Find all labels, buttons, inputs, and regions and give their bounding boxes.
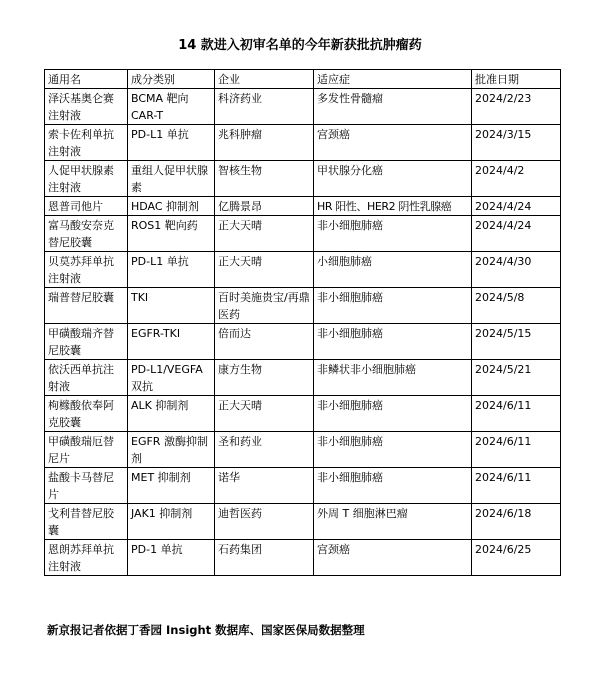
cell-indication: HR 阳性、HER2 阴性乳腺癌 [314,197,472,216]
cell-indication: 非小细胞肺癌 [314,396,472,432]
cell-name: 瑞普替尼胶囊 [45,288,128,324]
table-row [45,540,561,576]
cell-name: 恩普司他片 [45,197,128,216]
cell-category: 重组人促甲状腺素 [128,161,215,197]
cell-indication: 多发性骨髓瘤 [314,89,472,125]
cell-category: PD-1 单抗 [128,540,215,576]
cell-name: 泽沃基奥仑赛注射液 [45,89,128,125]
cell-name: 人促甲状腺素注射液 [45,161,128,197]
cell-company: 科济药业 [215,89,314,125]
cell-indication: 非小细胞肺癌 [314,216,472,252]
cell-name: 索卡佐利单抗注射液 [45,125,128,161]
table-row [45,89,561,125]
table-row [45,197,561,216]
cell-date: 2024/4/24 [472,197,561,216]
cell-category: JAK1 抑制剂 [128,504,215,540]
cell-date: 2024/5/8 [472,288,561,324]
cell-category: ROS1 靶向药 [128,216,215,252]
table-row [45,216,561,252]
cell-date: 2024/5/15 [472,324,561,360]
cell-company: 圣和药业 [215,432,314,468]
header-approval-date: 批准日期 [472,70,561,89]
cell-category: EGFR-TKI [128,324,215,360]
header-indication: 适应症 [314,70,472,89]
header-company: 企业 [215,70,314,89]
table-row [45,504,561,540]
cell-category: MET 抑制剂 [128,468,215,504]
cell-category: EGFR 激酶抑制剂 [128,432,215,468]
cell-indication: 小细胞肺癌 [314,252,472,288]
table-row [45,396,561,432]
cell-name: 盐酸卡马替尼片 [45,468,128,504]
cell-date: 2024/4/24 [472,216,561,252]
table-row [45,468,561,504]
cell-indication: 甲状腺分化癌 [314,161,472,197]
cell-company: 正大天晴 [215,216,314,252]
cell-indication: 非小细胞肺癌 [314,288,472,324]
cell-name: 枸橼酸依奉阿克胶囊 [45,396,128,432]
cell-date: 2024/6/18 [472,504,561,540]
cell-name: 恩朗苏拜单抗注射液 [45,540,128,576]
cell-date: 2024/2/23 [472,89,561,125]
header-category: 成分类别 [128,70,215,89]
cell-date: 2024/6/11 [472,432,561,468]
cell-company: 正大天晴 [215,396,314,432]
cell-date: 2024/4/30 [472,252,561,288]
cell-category: HDAC 抑制剂 [128,197,215,216]
cell-date: 2024/4/2 [472,161,561,197]
cell-company: 百时美施贵宝/再鼎医药 [215,288,314,324]
cell-company: 康方生物 [215,360,314,396]
cell-name: 甲磺酸瑞厄替尼片 [45,432,128,468]
table-row [45,360,561,396]
cell-category: PD-L1 单抗 [128,252,215,288]
table-title: 14 款进入初审名单的今年新获批抗肿瘤药 [178,38,422,53]
cell-company: 倍而达 [215,324,314,360]
cell-date: 2024/3/15 [472,125,561,161]
cell-category: TKI [128,288,215,324]
table-row [45,161,561,197]
cell-company: 石药集团 [215,540,314,576]
table-row [45,125,561,161]
cell-category: PD-L1 单抗 [128,125,215,161]
cell-date: 2024/5/21 [472,360,561,396]
cell-indication: 非小细胞肺癌 [314,432,472,468]
cell-company: 诺华 [215,468,314,504]
cell-date: 2024/6/11 [472,468,561,504]
table-row [45,324,561,360]
cell-category: ALK 抑制剂 [128,396,215,432]
cell-company: 迪哲医药 [215,504,314,540]
table-row [45,288,561,324]
drug-table [44,69,561,576]
cell-indication: 外周 T 细胞淋巴瘤 [314,504,472,540]
cell-name: 依沃西单抗注射液 [45,360,128,396]
cell-category: BCMA 靶向 CAR-T [128,89,215,125]
cell-date: 2024/6/25 [472,540,561,576]
cell-indication: 宫颈癌 [314,125,472,161]
cell-company: 亿腾景昂 [215,197,314,216]
cell-name: 富马酸安奈克替尼胶囊 [45,216,128,252]
cell-category: PD-L1/VEGFA 双抗 [128,360,215,396]
cell-company: 智核生物 [215,161,314,197]
cell-company: 正大天晴 [215,252,314,288]
table-row [45,432,561,468]
source-note: 新京报记者依据丁香园 Insight 数据库、国家医保局数据整理 [47,623,365,637]
cell-company: 兆科肿瘤 [215,125,314,161]
table-row [45,252,561,288]
header-generic-name: 通用名 [45,70,128,89]
cell-name: 戈利昔替尼胶囊 [45,504,128,540]
cell-indication: 非小细胞肺癌 [314,468,472,504]
cell-indication: 非小细胞肺癌 [314,324,472,360]
cell-indication: 宫颈癌 [314,540,472,576]
table-header-row [45,70,561,89]
cell-name: 贝莫苏拜单抗注射液 [45,252,128,288]
cell-name: 甲磺酸瑞齐替尼胶囊 [45,324,128,360]
cell-indication: 非鳞状非小细胞肺癌 [314,360,472,396]
cell-date: 2024/6/11 [472,396,561,432]
